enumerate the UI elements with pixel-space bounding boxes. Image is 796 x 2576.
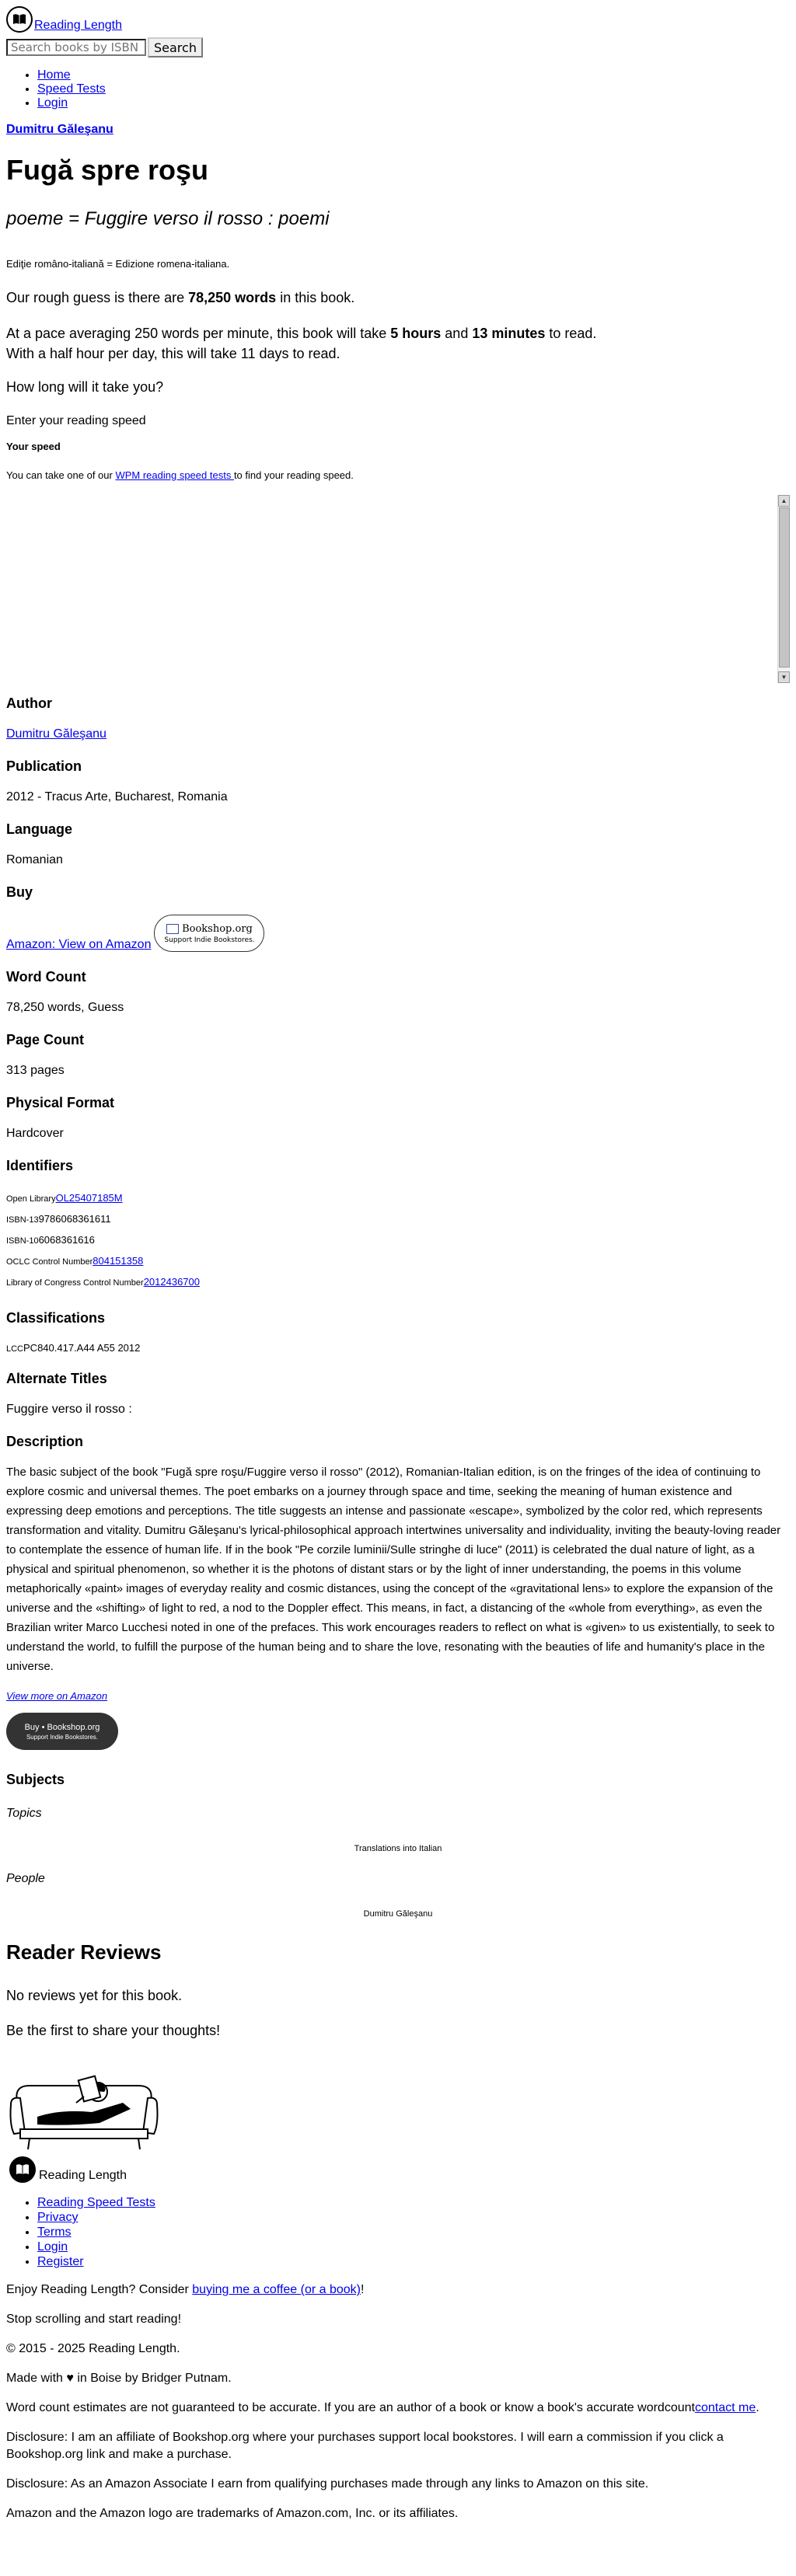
estimate-post: . [756, 2401, 759, 2414]
classifications-section [6, 1310, 790, 1354]
identifier-label: ISBN-10 [6, 1236, 39, 1246]
language-section [6, 821, 790, 867]
identifiers-list [6, 1188, 790, 1293]
topics-label: Topics [6, 1807, 42, 1820]
heart-icon: ♥ [66, 2372, 74, 2385]
search-button[interactable]: Search [148, 37, 203, 58]
pace-minutes: 13 minutes [472, 326, 546, 341]
description-section [6, 1434, 790, 1750]
enter-speed-label: Enter your reading speed [6, 414, 146, 427]
bookshop-badge-link[interactable] [154, 915, 264, 952]
made-post: in Boise by Bridger Putnam. [73, 2372, 232, 2385]
book-logo-icon [6, 6, 33, 33]
identifier-row [6, 1188, 790, 1209]
speed-widget-frame[interactable] [6, 495, 790, 683]
lcc-value: PC840.417.A44 A55 2012 [23, 1342, 141, 1354]
main-nav [6, 68, 790, 110]
isbn10-value: 6068361616 [38, 1234, 95, 1246]
alt-titles-section [6, 1371, 790, 1417]
format-section [6, 1095, 790, 1141]
coffee-text [6, 2281, 790, 2299]
subjects-section [6, 1772, 790, 1919]
guess-pre: Our rough guess is there are [6, 290, 189, 305]
site-name-link[interactable]: Reading Length [34, 19, 122, 32]
stop-scrolling-text: Stop scrolling and start reading! [6, 2313, 182, 2326]
contact-link[interactable]: contact me [694, 2401, 756, 2414]
no-reviews-text: No reviews yet for this book. [6, 1988, 183, 2003]
format-value: Hardcover [6, 1127, 64, 1140]
how-long-question: How long will it take you? [6, 379, 164, 395]
trademark-text: Amazon and the Amazon logo are trademarks of Amazon.com, Inc. or its affiliates. [6, 2507, 459, 2520]
author-section [6, 695, 790, 741]
openlibrary-link[interactable]: OL25407185M [55, 1192, 123, 1204]
footer-site-name: Reading Length [39, 2169, 127, 2182]
author-detail-link[interactable]: Dumitru Găleşanu [6, 727, 106, 741]
buy-bookshop-button[interactable] [6, 1713, 118, 1750]
pace-pre: At a pace averaging 250 words per minute, this book will take [6, 326, 391, 341]
word-count-value: 78,250 words, Guess [6, 1001, 124, 1014]
description-heading: Description [6, 1434, 84, 1449]
reader-couch-illustration [6, 2055, 162, 2152]
footer-link-speed-tests[interactable]: Reading Speed Tests [37, 2196, 155, 2209]
made-with-text [6, 2370, 790, 2387]
bookshop-badge-title: Bookshop.org [182, 922, 253, 935]
pace-and: and [441, 326, 473, 341]
page-count-heading: Page Count [6, 1032, 85, 1047]
footer-link-terms[interactable]: Terms [37, 2226, 72, 2239]
book-edition: Ediţie româno-italiană = Edizione romena-italiana. [6, 258, 230, 270]
nav-link-speed-tests[interactable]: Speed Tests [37, 82, 106, 96]
publication-value: 2012 - Tracus Arte, Bucharest, Romania [6, 790, 228, 803]
footer-nav-item [37, 2210, 790, 2225]
nav-item-home [37, 68, 790, 82]
footer-nav-item [37, 2195, 790, 2210]
language-heading: Language [6, 821, 73, 837]
buy-heading: Buy [6, 884, 33, 900]
footer-nav-item [37, 2225, 790, 2240]
people-tag[interactable]: Dumitru Găleşanu [363, 1909, 433, 1919]
footer-nav-item [37, 2240, 790, 2254]
footer-link-register[interactable]: Register [37, 2255, 84, 2268]
identifiers-section [6, 1158, 790, 1293]
subjects-heading: Subjects [6, 1772, 65, 1787]
publication-section [6, 758, 790, 804]
search-input[interactable] [6, 39, 146, 56]
identifier-label: Library of Congress Control Number [6, 1278, 144, 1288]
classifications-heading: Classifications [6, 1310, 106, 1326]
pace-hours: 5 hours [390, 326, 442, 341]
estimate-pre: Word count estimates are not guaranteed to be accurate. If you are an author of a book or know a book's accurate wordcount [6, 2401, 695, 2414]
identifier-row [6, 1272, 790, 1293]
identifier-row [6, 1251, 790, 1272]
amazon-disclosure: Disclosure: As an Amazon Associate I earn from qualifying purchases made through any links to Amazon on this site. [6, 2477, 649, 2491]
take-test-pre: You can take one of our [6, 469, 116, 481]
search-form [6, 37, 790, 58]
wpm-test-link[interactable]: WPM reading speed tests [115, 469, 234, 481]
coffee-post: ! [361, 2283, 365, 2296]
scroll-up-arrow-icon[interactable]: ▲ [778, 495, 790, 507]
identifier-row [6, 1230, 790, 1251]
guess-words: 78,250 words [188, 290, 277, 305]
page-count-section [6, 1032, 790, 1078]
nav-link-home[interactable]: Home [37, 68, 71, 82]
identifier-label: ISBN-13 [6, 1215, 39, 1225]
estimate-text [6, 2400, 790, 2417]
made-pre: Made with [6, 2372, 67, 2385]
buy-bookshop-sub: Support Indie Bookstores. [26, 1733, 99, 1741]
isbn13-value: 9786068361611 [38, 1213, 111, 1225]
footer-book-logo-icon [9, 2156, 36, 2183]
reviews-heading: Reader Reviews [6, 1940, 162, 1964]
take-test-text [6, 469, 790, 481]
frame-scrollbar[interactable] [777, 495, 790, 683]
lcc-row [6, 1342, 790, 1354]
word-count-heading: Word Count [6, 969, 86, 985]
scroll-thumb[interactable] [779, 507, 790, 668]
bookshop-badge-sub: Support Indie Bookstores. [164, 936, 255, 944]
language-value: Romanian [6, 853, 63, 866]
your-speed-label: Your speed [6, 441, 61, 452]
topic-tag[interactable]: Translations into Italian [354, 1844, 442, 1853]
publication-heading: Publication [6, 758, 82, 774]
reading-pace [6, 323, 790, 364]
footer-brand [6, 2156, 790, 2183]
identifier-label: Open Library [6, 1194, 56, 1204]
bookshop-logo-icon [166, 924, 179, 934]
alt-titles-value: Fuggire verso il rosso : [6, 1403, 132, 1416]
word-count-section [6, 969, 790, 1015]
buy-bookshop-label: Buy • Bookshop.org [24, 1722, 100, 1732]
pace-line2: With a half hour per day, this will take 11 days to read. [6, 346, 340, 361]
author-heading: Author [6, 695, 52, 711]
first-share-text: Be the first to share your thoughts! [6, 2023, 221, 2038]
buy-section [6, 884, 790, 952]
author-link[interactable]: Dumitru Găleşanu [6, 123, 113, 136]
footer-nav-item [37, 2254, 790, 2269]
word-guess [6, 290, 790, 306]
lcc-label: LCC [6, 1344, 24, 1354]
footer-link-login[interactable]: Login [37, 2240, 68, 2254]
alt-titles-heading: Alternate Titles [6, 1371, 107, 1386]
identifiers-heading: Identifiers [6, 1158, 74, 1173]
nav-item-speed-tests [37, 82, 790, 96]
scroll-down-arrow-icon[interactable]: ▼ [778, 671, 790, 683]
bookshop-disclosure: Disclosure: I am an affiliate of Bookshop.org where your purchases support local bookstores. I will earn a commission if you click a Bookshop.org link and make a purchase. [6, 2431, 724, 2461]
format-heading: Physical Format [6, 1095, 115, 1110]
pace-post: to read. [545, 326, 597, 341]
description-text: The basic subject of the book "Fugă spre roşu/Fuggire verso il rosso" (2012), Romanian-Italian edition, is on the fringes of the idea of continuing to explore cosmic and universal themes. The poet embarks on a journey through space and time, seeking the meaning of human existence and expressing deep emotions and perceptions. The title suggests an intense and passionate «escape», symbolized by the color red, which represents transformation and vitality. Dumitru Găleşanu's lyrical-philosophical approach intertwines universality and individuality, inviting the beauty-loving reader to contemplate the essence of human life. If in the book "Pe corzile luminii/Sulle stringhe di luce" (2011) is celebrated the dual nature of light, as a physical and spiritual phenomenon, so whether it is the photons of distant stars or by the light of inner understanding, the poems in this volume metaphorically «paint» images of everyday reality and cosmic distances, using the concept of the «gravitational lens» to explore the expansion of the universe and the «shifting» of light to red, a nod to the Doppler effect. This means, in fact, a distancing of the «whole from everything», as even the Brazilian writer Marco Lucchesi noted in one of the prefaces. This work encourages readers to reflect on what is «given» to us existentially, to seek to understand the world, to fulfill the purpose of the human being and to share the love, resonating with the beauties of life and humanity's place in the universe. [6, 1466, 781, 1673]
guess-post: in this book. [276, 290, 355, 305]
oclc-link[interactable]: 804151358 [93, 1255, 144, 1267]
view-more-amazon-link[interactable]: View more on Amazon [6, 1690, 108, 1702]
nav-item-login [37, 96, 790, 110]
nav-link-login[interactable]: Login [37, 96, 68, 110]
site-header-brand [6, 6, 790, 33]
amazon-link[interactable]: Amazon: View on Amazon [6, 938, 152, 951]
copyright-text: © 2015 - 2025 Reading Length. [6, 2342, 180, 2355]
coffee-link[interactable]: buying me a coffee (or a book) [192, 2283, 361, 2296]
footer-link-privacy[interactable]: Privacy [37, 2211, 79, 2224]
book-subtitle: poeme = Fuggire verso il rosso : poemi [6, 208, 330, 229]
take-test-post: to find your reading speed. [233, 469, 354, 481]
coffee-pre: Enjoy Reading Length? Consider [6, 2283, 193, 2296]
identifier-row [6, 1209, 790, 1230]
footer-nav [6, 2195, 790, 2269]
identifier-label: OCLC Control Number [6, 1257, 93, 1267]
book-title: Fugă spre roşu [6, 154, 209, 186]
page-count-value: 313 pages [6, 1064, 65, 1077]
people-label: People [6, 1872, 45, 1885]
lccn-link[interactable]: 2012436700 [143, 1276, 200, 1288]
